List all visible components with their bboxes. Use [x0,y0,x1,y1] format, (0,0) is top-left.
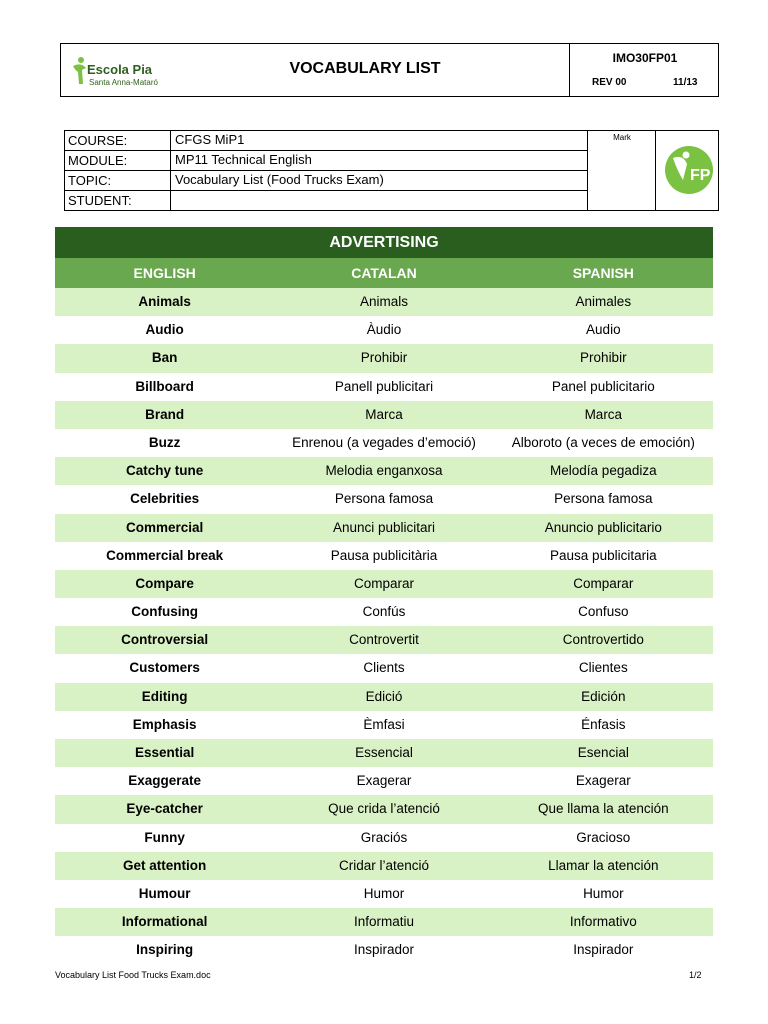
catalan-term: Pausa publicitària [330,547,438,563]
info-label: MODULE: [68,153,128,168]
catalan-term: Marca [365,406,403,422]
catalan-term: Melodia enganxosa [325,463,443,479]
table-row [55,626,713,654]
document-code: IMO30FP01 [612,51,678,65]
document-code-box [569,43,720,97]
catalan-term: Animals [359,294,408,309]
catalan-term: Que crida l’atenció [328,801,440,817]
english-term: Ban [151,350,178,366]
table-row [55,514,713,542]
table-row [55,316,713,344]
student-name-field[interactable] [170,191,587,211]
revision-label: REV 00 [592,77,627,88]
info-row-course [65,131,587,151]
english-term: Commercial [126,519,204,535]
english-term: Celebrities [130,491,200,507]
vocabulary-rows [55,288,713,965]
catalan-term: Èmfasi [363,716,405,732]
english-term: Editing [141,688,188,704]
mark-box[interactable] [587,131,656,210]
table-row [55,344,713,372]
spanish-term: Edición [581,688,626,704]
table-row [55,795,713,823]
spanish-term: Que llama la atención [538,801,669,817]
person-figure-icon [69,56,89,86]
spanish-term: Anuncio publicitario [544,519,662,535]
table-row [55,373,713,401]
column-header-english: ENGLISH [133,265,196,281]
spanish-term: Llamar la atención [548,857,659,873]
info-label: TOPIC: [68,173,112,188]
english-term: Billboard [135,378,194,394]
info-row-topic [65,171,587,191]
document-header [60,43,719,97]
catalan-term: Panell publicitari [334,378,434,394]
fp-logo-icon [663,144,715,196]
english-term: Humour [138,885,191,901]
spanish-term: Humor [583,885,624,901]
catalan-term: Confús [362,604,406,620]
english-term: Confusing [131,604,199,620]
catalan-term: Inspirador [353,942,415,958]
spanish-term: Animales [575,294,632,309]
catalan-term: Àudio [366,322,402,338]
catalan-term: Humor [363,885,405,901]
english-term: Animals [138,294,191,309]
catalan-term: Cridar l’atenció [338,857,430,873]
catalan-term: Anunci publicitari [332,519,436,535]
catalan-term: Comparar [353,575,414,591]
vocabulary-table [55,227,713,965]
english-term: Informational [121,914,208,930]
english-term: Controversial [121,632,209,648]
catalan-term: Prohibir [360,350,408,366]
table-row [55,429,713,457]
table-row [55,457,713,485]
table-row [55,824,713,852]
document-title: VOCABULARY LIST [289,60,441,77]
table-row [55,683,713,711]
catalan-term: Enrenou (a vegades d’emoció) [292,434,476,450]
info-value: MP11 Technical English [170,151,587,170]
english-term: Eye-catcher [126,801,203,817]
table-row [55,880,713,908]
table-row [55,401,713,429]
footer-filename: Vocabulary List Food Trucks Exam.doc [55,970,211,980]
table-row [55,654,713,682]
table-row [55,485,713,513]
english-term: Buzz [148,434,181,450]
course-info-table [64,130,719,211]
spanish-term: Esencial [577,745,629,760]
info-label: COURSE: [68,133,128,148]
catalan-term: Persona famosa [334,491,434,507]
logo-subtitle-text: Santa Anna-Mataró [89,78,158,87]
spanish-term: Persona famosa [554,491,653,507]
spanish-term: Clientes [578,660,628,676]
english-term: Compare [135,575,194,591]
table-row [55,852,713,880]
mark-label: Mark [613,133,631,142]
english-term: Catchy tune [126,463,204,479]
section-title: ADVERTISING [55,227,713,258]
english-term: Customers [129,660,200,676]
spanish-term: Informativo [569,914,637,930]
catalan-term: Informatiu [353,914,414,930]
table-row [55,570,713,598]
page-reference: 11/13 [673,77,698,88]
spanish-term: Inspirador [573,942,634,958]
catalan-term: Clients [363,660,405,676]
table-row [55,711,713,739]
english-term: Emphasis [132,716,197,732]
english-term: Audio [145,322,184,338]
info-row-student [65,191,587,211]
fp-logo-text: FP [690,167,711,184]
table-row [55,936,713,964]
school-logo [69,52,179,92]
catalan-term: Controvertit [349,632,419,648]
english-term: Funny [144,829,185,845]
catalan-term: Edició [365,688,403,704]
catalan-term: Essencial [355,745,413,760]
table-row [55,739,713,767]
table-row [55,598,713,626]
info-value: Vocabulary List (Food Trucks Exam) [170,171,587,190]
english-term: Inspiring [136,942,194,958]
table-row [55,542,713,570]
english-term: Get attention [123,857,207,873]
english-term: Commercial break [106,547,224,563]
spanish-term: Comparar [573,575,634,591]
spanish-term: Pausa publicitaria [550,547,657,563]
table-row [55,288,713,316]
spanish-term: Controvertido [562,632,644,648]
info-label: STUDENT: [68,193,132,208]
column-header-row [55,258,713,288]
spanish-term: Exagerar [575,773,631,789]
spanish-term: Marca [584,406,623,422]
spanish-term: Confuso [578,604,629,620]
english-term: Essential [135,745,195,760]
spanish-term: Alboroto (a veces de emoción) [511,434,695,450]
column-header-spanish: SPANISH [572,265,634,281]
english-term: Brand [145,406,185,422]
spanish-term: Panel publicitario [551,378,655,394]
catalan-term: Exagerar [356,773,412,789]
column-header-catalan: CATALAN [351,265,417,281]
table-row [55,908,713,936]
catalan-term: Graciós [360,829,408,845]
footer-page-number: 1/2 [689,970,702,980]
spanish-term: Énfasis [581,716,626,732]
table-row [55,767,713,795]
info-row-module [65,151,587,171]
spanish-term: Audio [586,322,621,338]
spanish-term: Gracioso [576,829,631,845]
spanish-term: Melodía pegadiza [550,463,657,479]
spanish-term: Prohibir [580,350,627,366]
english-term: Exaggerate [128,773,202,789]
logo-brand-text: Escola Pia [87,62,153,77]
info-value: CFGS MiP1 [170,131,587,150]
